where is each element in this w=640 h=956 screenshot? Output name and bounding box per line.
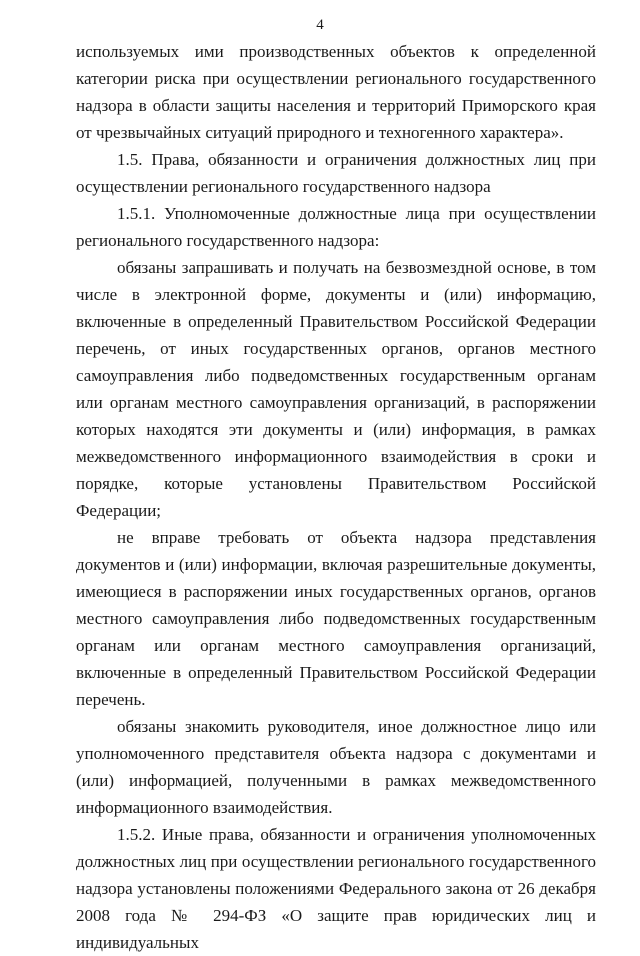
paragraph-section-1-5-1: 1.5.1. Уполномоченные должностные лица при осуществлении регионального государственного надзора: (76, 204, 596, 250)
paragraph-section-1-5: 1.5. Права, обязанности и ограничения должностных лиц при осуществлении регионального государственного надзора (76, 150, 596, 196)
paragraph-continuation: используемых ими производственных объектов к определенной категории риска при осуществлении регионального государственного надзора в области защиты населения и территорий Приморского края от чрезвычайных ситуаций природного и техногенного характера». (76, 42, 596, 142)
paragraph-obligation-request: обязаны запрашивать и получать на безвозмездной основе, в том числе в электронной форме, документы и (или) информацию, включенные в определенный Правительством Российской Федерации перечень, от иных государственных органов, органов местного самоуправления либо подведомственных государственным органам или органам местного самоуправления организаций, в распоряжении которых находятся эти документы и (или) информация, в рамках межведомственного информационного взаимодействия в сроки и порядке, которые установлены Правительством Российской Федерации; (76, 258, 596, 520)
page-number: 4 (316, 17, 324, 33)
document-body (76, 38, 596, 956)
paragraph-section-1-5-2: 1.5.2. Иные права, обязанности и ограничения уполномоченных должностных лиц при осуществлении регионального государственного надзора установлены положениями Федерального закона от 26 декабря 2008 года № 294-ФЗ «О защите прав юридических лиц и индивидуальных (76, 825, 596, 952)
paragraph-restriction-demand: не вправе требовать от объекта надзора представления документов и (или) информации, включая разрешительные документы, имеющиеся в распоряжении иных государственных органов, органов местного самоуправления либо подведомственных государственным органам или органам местного самоуправления организаций, включенные в определенный Правительством Российской Федерации перечень. (76, 528, 596, 709)
paragraph-obligation-acquaint: обязаны знакомить руководителя, иное должностное лицо или уполномоченного представителя объекта надзора с документами и (или) информацией, полученными в рамках межведомственного информационного взаимодействия. (76, 717, 596, 817)
